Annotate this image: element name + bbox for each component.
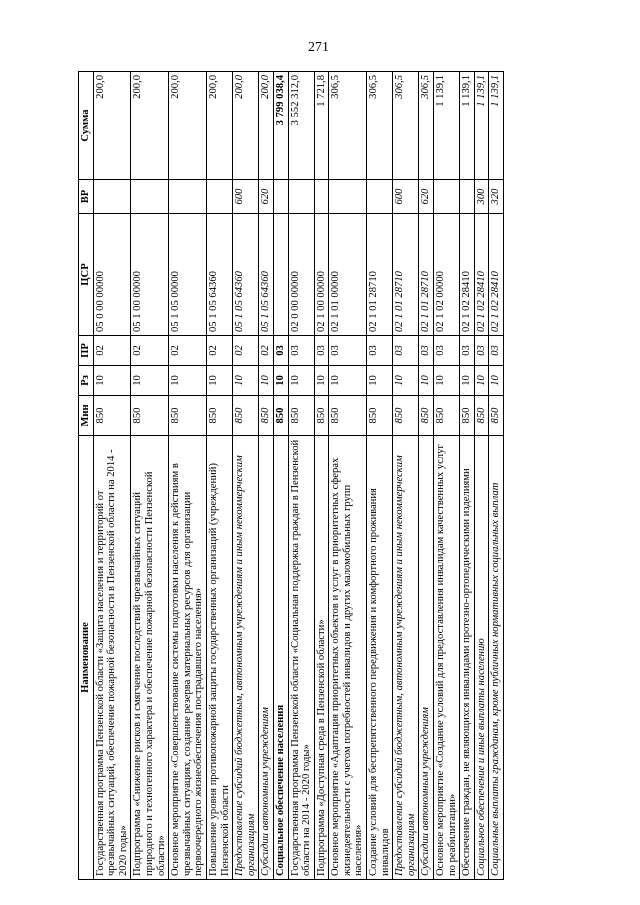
cell-sum: 306,5	[393, 72, 419, 180]
cell-ministry: 850	[367, 396, 393, 436]
cell-ministry: 850	[474, 396, 489, 436]
cell-expense-type: 600	[393, 180, 419, 214]
cell-name: Подпрограмма «Снижение рисков и смягчение последствий чрезвычайных ситуаций природного и техногенного характера и обеспечение пожарной безопасности Пензенской области»	[131, 436, 169, 880]
cell-subsection: 03	[329, 336, 367, 366]
cell-section: 10	[288, 366, 314, 396]
cell-sum: 3 552 312,0	[288, 72, 314, 180]
cell-section: 10	[474, 366, 489, 396]
cell-ministry: 850	[393, 396, 419, 436]
table-row	[169, 72, 207, 880]
cell-name: Основное мероприятие «Адаптация приоритетных объектов и услуг в приоритетных сферах жизнедеятельности с учетом потребностей инвалидов и других маломобильных групп населения»	[329, 436, 367, 880]
cell-expense-type	[93, 180, 131, 214]
cell-name: Предоставление субсидий бюджетным, автономным учреждениям и иным некоммерческим организациям	[393, 436, 419, 880]
header-sum: Сумма	[79, 72, 94, 180]
cell-target-item: 02 0 00 00000	[288, 214, 314, 336]
cell-section: 10	[419, 366, 434, 396]
cell-subsection: 03	[489, 336, 504, 366]
cell-target-item: 02 1 01 28710	[393, 214, 419, 336]
header-section: Рз	[79, 366, 94, 396]
cell-expense-type	[273, 180, 288, 214]
cell-subsection: 03	[367, 336, 393, 366]
cell-name: Повышение уровня противопожарной защиты государственных организаций (учреждений) Пензенской области	[206, 436, 232, 880]
cell-section: 10	[329, 366, 367, 396]
cell-ministry: 850	[131, 396, 169, 436]
cell-expense-type	[131, 180, 169, 214]
cell-expense-type	[329, 180, 367, 214]
cell-target-item: 02 1 00 00000	[314, 214, 329, 336]
cell-expense-type: 620	[419, 180, 434, 214]
cell-name: Основное мероприятие «Создание условий для предоставления инвалидам качественных услуг по реабилитации»	[434, 436, 460, 880]
cell-name: Государственная программа Пензенской области «Защита населения и территорий от чрезвычайных ситуаций, обеспечение пожарной безопасности в Пензенской области на 2014 - 2020 годы»	[93, 436, 131, 880]
cell-name: Предоставление субсидий бюджетным, автономным учреждениям и иным некоммерческим организациям	[233, 436, 259, 880]
cell-section: 10	[273, 366, 288, 396]
table-row	[329, 72, 367, 880]
cell-name: Субсидии автономным учреждениям	[419, 436, 434, 880]
cell-expense-type: 600	[233, 180, 259, 214]
header-subsection: ПР	[79, 336, 94, 366]
cell-section: 10	[489, 366, 504, 396]
cell-section: 10	[434, 366, 460, 396]
cell-name: Социальное обеспечение и иные выплаты населению	[474, 436, 489, 880]
cell-section: 10	[131, 366, 169, 396]
header-ministry: Мин	[79, 396, 94, 436]
cell-name: Социальное обеспечение населения	[273, 436, 288, 880]
cell-subsection: 02	[206, 336, 232, 366]
cell-expense-type: 320	[489, 180, 504, 214]
cell-ministry: 850	[288, 396, 314, 436]
page-number: 271	[308, 40, 329, 55]
cell-subsection: 02	[93, 336, 131, 366]
cell-target-item: 02 1 02 00000	[434, 214, 460, 336]
cell-ministry: 850	[93, 396, 131, 436]
cell-subsection: 02	[169, 336, 207, 366]
cell-name: Подпрограмма «Доступная среда в Пензенской области»	[314, 436, 329, 880]
cell-ministry: 850	[460, 396, 475, 436]
cell-name: Социальные выплаты гражданам, кроме публичных нормативных социальных выплат	[489, 436, 504, 880]
table-row	[314, 72, 329, 880]
cell-target-item: 05 1 05 64360	[259, 214, 274, 336]
cell-expense-type	[206, 180, 232, 214]
table-row	[93, 72, 131, 880]
table-row	[474, 72, 489, 880]
table-row	[233, 72, 259, 880]
cell-target-item: 02 1 01 00000	[329, 214, 367, 336]
cell-subsection: 03	[474, 336, 489, 366]
cell-ministry: 850	[314, 396, 329, 436]
cell-section: 10	[93, 366, 131, 396]
cell-expense-type	[460, 180, 475, 214]
cell-sum: 200,0	[233, 72, 259, 180]
header-expense-type: ВР	[79, 180, 94, 214]
table-row	[131, 72, 169, 880]
cell-expense-type	[367, 180, 393, 214]
cell-ministry: 850	[434, 396, 460, 436]
cell-expense-type	[169, 180, 207, 214]
cell-sum: 3 799 038,4	[273, 72, 288, 180]
cell-subsection: 02	[131, 336, 169, 366]
cell-target-item: 02 1 01 28710	[367, 214, 393, 336]
cell-ministry: 850	[206, 396, 232, 436]
cell-sum: 200,0	[131, 72, 169, 180]
cell-subsection: 03	[273, 336, 288, 366]
cell-sum: 306,5	[329, 72, 367, 180]
cell-sum: 306,5	[367, 72, 393, 180]
cell-expense-type	[314, 180, 329, 214]
table-row	[206, 72, 232, 880]
cell-name: Основное мероприятие «Совершенствование системы подготовки населения к действиям в чрезвычайных ситуациях, создание резерва материальных ресурсов для организации первоочередного жизнеобеспечения пострадавшего населения»	[169, 436, 207, 880]
header-name: Наименование	[79, 436, 94, 880]
table-row	[288, 72, 314, 880]
cell-sum: 200,0	[259, 72, 274, 180]
cell-subsection: 03	[434, 336, 460, 366]
table-header-row	[79, 72, 94, 880]
cell-subsection: 03	[288, 336, 314, 366]
cell-target-item	[273, 214, 288, 336]
cell-subsection: 02	[259, 336, 274, 366]
cell-section: 10	[169, 366, 207, 396]
cell-section: 10	[259, 366, 274, 396]
cell-section: 10	[460, 366, 475, 396]
cell-sum: 200,0	[169, 72, 207, 180]
cell-ministry: 850	[259, 396, 274, 436]
table-body	[93, 72, 503, 880]
cell-target-item: 02 1 02 28410	[474, 214, 489, 336]
cell-subsection: 03	[393, 336, 419, 366]
cell-target-item: 05 1 05 64360	[233, 214, 259, 336]
cell-ministry: 850	[233, 396, 259, 436]
cell-target-item: 05 1 05 64360	[206, 214, 232, 336]
cell-target-item: 05 0 00 00000	[93, 214, 131, 336]
cell-sum: 1 139,1	[474, 72, 489, 180]
cell-expense-type	[288, 180, 314, 214]
cell-target-item: 05 1 05 00000	[169, 214, 207, 336]
table-row	[393, 72, 419, 880]
cell-section: 10	[367, 366, 393, 396]
cell-ministry: 850	[419, 396, 434, 436]
cell-sum: 1 139,1	[489, 72, 504, 180]
cell-section: 10	[233, 366, 259, 396]
cell-sum: 1 721,8	[314, 72, 329, 180]
cell-expense-type: 620	[259, 180, 274, 214]
cell-name: Государственная программа Пензенской области «Социальная поддержка граждан в Пензенской области на 2014 - 2020 годы»	[288, 436, 314, 880]
table-row	[460, 72, 475, 880]
cell-name: Субсидии автономным учреждениям	[259, 436, 274, 880]
cell-section: 10	[314, 366, 329, 396]
cell-subsection: 02	[233, 336, 259, 366]
cell-name: Создание условий для беспрепятственного передвижения и комфортного проживания инвалидов	[367, 436, 393, 880]
cell-expense-type: 300	[474, 180, 489, 214]
budget-table	[78, 71, 504, 880]
cell-target-item: 05 1 00 00000	[131, 214, 169, 336]
cell-target-item: 02 1 01 28710	[419, 214, 434, 336]
cell-sum: 1 139,1	[434, 72, 460, 180]
cell-ministry: 850	[273, 396, 288, 436]
cell-ministry: 850	[489, 396, 504, 436]
cell-expense-type	[434, 180, 460, 214]
rotated-table-container	[78, 72, 562, 880]
cell-sum: 200,0	[206, 72, 232, 180]
cell-ministry: 850	[329, 396, 367, 436]
table-row	[273, 72, 288, 880]
cell-section: 10	[206, 366, 232, 396]
table-row	[419, 72, 434, 880]
cell-ministry: 850	[169, 396, 207, 436]
cell-sum: 1 139,1	[460, 72, 475, 180]
table-row	[434, 72, 460, 880]
header-target-item: ЦСР	[79, 214, 94, 336]
cell-name: Обеспечение граждан, не являющихся инвалидами протезно-ортопедическими изделиями	[460, 436, 475, 880]
table-row	[489, 72, 504, 880]
cell-sum: 306,5	[419, 72, 434, 180]
table-row	[367, 72, 393, 880]
cell-subsection: 03	[314, 336, 329, 366]
cell-subsection: 03	[460, 336, 475, 366]
cell-section: 10	[393, 366, 419, 396]
cell-subsection: 03	[419, 336, 434, 366]
cell-target-item: 02 1 02 28410	[489, 214, 504, 336]
table-row	[259, 72, 274, 880]
cell-sum: 200,0	[93, 72, 131, 180]
cell-target-item: 02 1 02 28410	[460, 214, 475, 336]
rotated-table-frame	[78, 72, 562, 880]
